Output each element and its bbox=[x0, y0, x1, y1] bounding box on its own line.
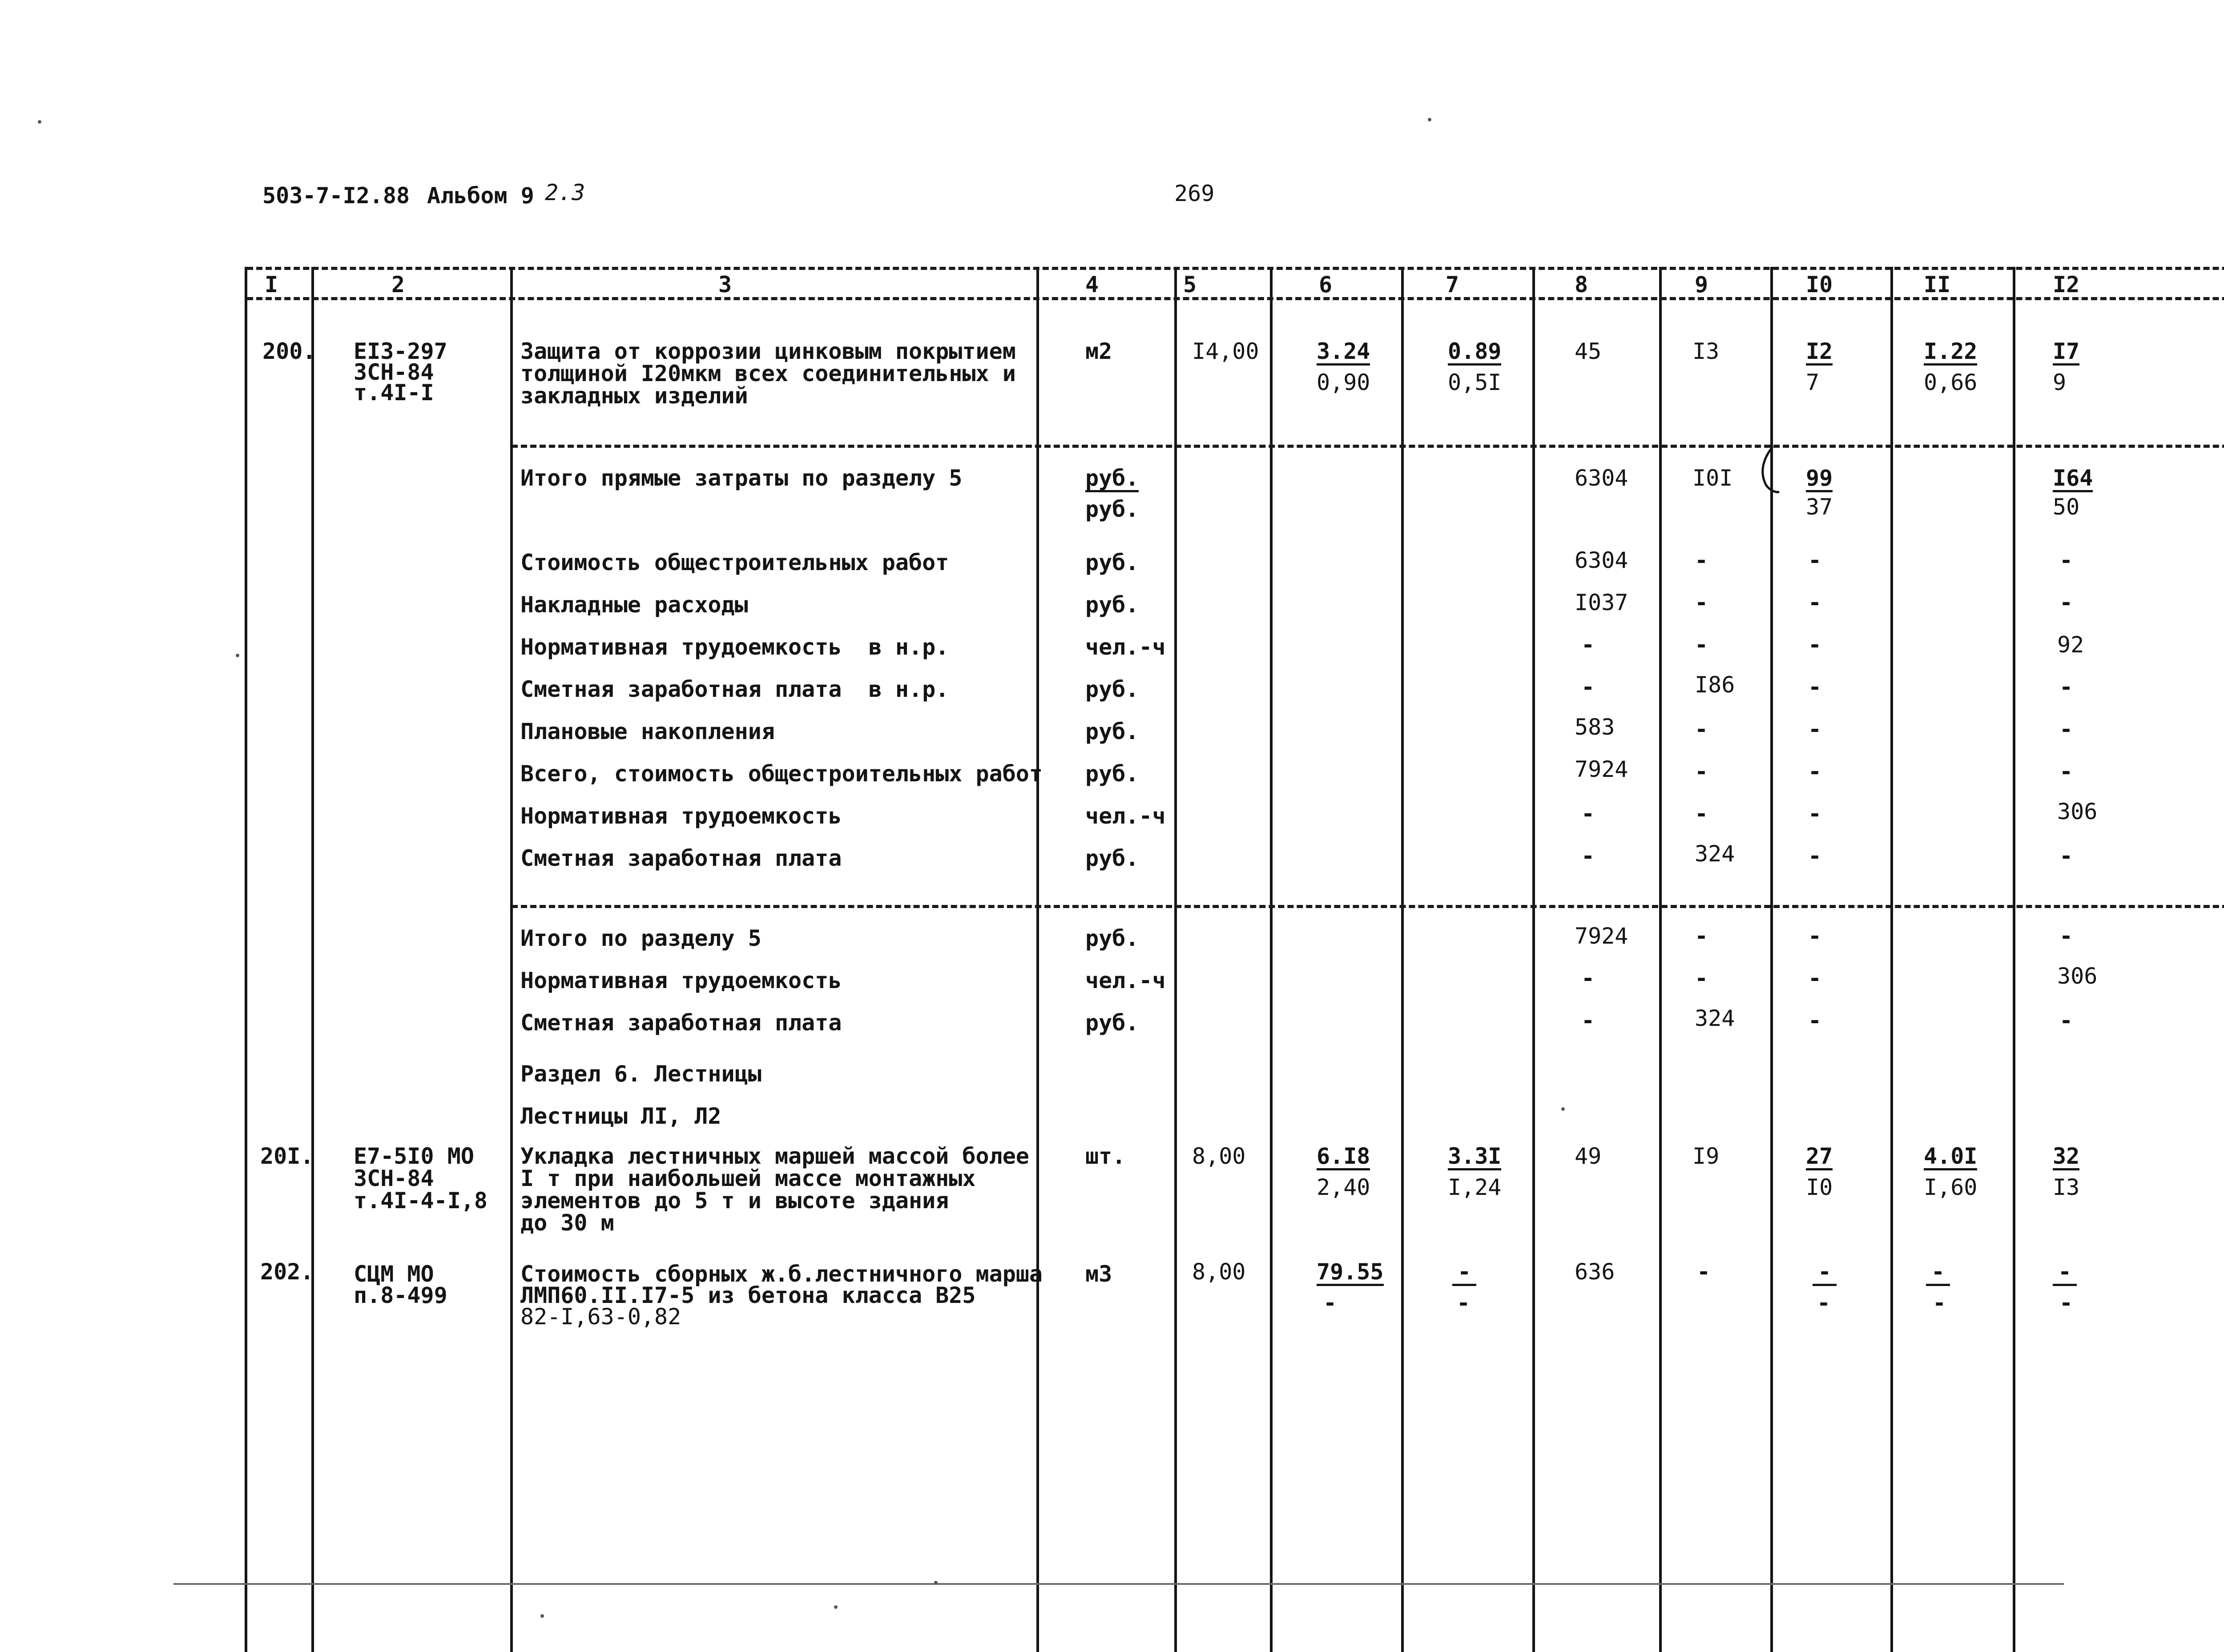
grid-line bbox=[1659, 267, 1662, 1652]
col-header-7: 7 bbox=[1446, 272, 1459, 297]
summary-item-c10: - bbox=[1808, 843, 1822, 869]
section-title: Раздел 6. Лестницы bbox=[520, 1061, 761, 1087]
row-c10-bottom: I0 bbox=[1806, 1174, 1833, 1200]
summary-item-c12: - bbox=[2059, 843, 2073, 869]
page-number: 269 bbox=[1174, 181, 1215, 206]
col-header-1: I bbox=[265, 272, 278, 297]
grid-line bbox=[311, 267, 314, 1652]
row-c12-bottom: 9 bbox=[2053, 370, 2067, 395]
section-subtitle: Лестницы ЛI, Л2 bbox=[520, 1103, 721, 1129]
summary-item-c9: I86 bbox=[1695, 672, 1735, 698]
row-c10-top: - bbox=[1813, 1261, 1837, 1286]
row-c12-top: I7 bbox=[2053, 340, 2079, 366]
page-baseline bbox=[173, 1583, 2064, 1585]
row-c12-top: - bbox=[2053, 1261, 2077, 1286]
summary-item-label: Сметная заработная плата bbox=[520, 845, 842, 871]
summary-item-c12: 92 bbox=[2057, 632, 2084, 658]
row-c7-bottom: I,24 bbox=[1448, 1174, 1502, 1200]
summary-item-c12: - bbox=[2059, 590, 2073, 615]
row-description-line: I т при наибольшей массе монтажных bbox=[520, 1166, 976, 1191]
total-label: Нормативная трудоемкость bbox=[520, 968, 842, 993]
summary-item-label: Нормативная трудоемкость в н.р. bbox=[520, 634, 949, 660]
row-description-line: Стоимость сборных ж.б.лестничного марша bbox=[520, 1261, 1043, 1287]
total-c10: - bbox=[1808, 923, 1822, 949]
scan-speck bbox=[834, 1605, 838, 1609]
total-label: Итого по разделу 5 bbox=[520, 925, 761, 951]
summary-item-c9: - bbox=[1695, 590, 1708, 615]
summary-item-c10: - bbox=[1808, 590, 1822, 615]
row-c11-top: I.22 bbox=[1924, 340, 1977, 366]
summary-item-label: Нормативная трудоемкость bbox=[520, 803, 842, 829]
row-c10-top: 27 bbox=[1806, 1145, 1833, 1170]
summary-unit: руб. bbox=[1085, 496, 1139, 522]
summary-item-unit: руб. bbox=[1085, 550, 1139, 575]
col-header-2: 2 bbox=[391, 272, 405, 297]
summary-c12-bottom: 50 bbox=[2053, 494, 2080, 520]
row-description-line: толщиной I20мкм всех соединительных и bbox=[520, 361, 1016, 386]
summary-item-c12: - bbox=[2059, 716, 2073, 742]
summary-item-unit: руб. bbox=[1085, 719, 1139, 744]
summary-item-c8: - bbox=[1581, 674, 1595, 700]
summary-item-c10: - bbox=[1808, 632, 1822, 658]
summary-item-label: Накладные расходы bbox=[520, 592, 748, 618]
summary-item-label: Плановые накопления bbox=[520, 719, 775, 744]
summary-unit: руб. bbox=[1085, 467, 1139, 492]
total-c8: 7924 bbox=[1575, 923, 1628, 949]
summary-item-c9: - bbox=[1695, 801, 1708, 827]
summary-label: Итого прямые затраты по разделу 5 bbox=[520, 465, 963, 491]
grid-line bbox=[1174, 267, 1177, 1652]
row-number: 202. bbox=[260, 1259, 314, 1285]
section-separator bbox=[512, 905, 2224, 908]
scan-speck bbox=[236, 654, 239, 657]
row-number: 200. bbox=[262, 338, 316, 364]
scan-speck bbox=[38, 120, 41, 124]
bracket-mark bbox=[1755, 445, 1781, 498]
summary-item-c9: - bbox=[1695, 759, 1708, 784]
summary-item-label: Стоимость общестроительных работ bbox=[520, 550, 949, 575]
total-c9: - bbox=[1695, 965, 1708, 991]
scan-speck bbox=[1428, 118, 1431, 121]
row-quantity: 8,00 bbox=[1192, 1143, 1246, 1169]
summary-item-label: Сметная заработная плата в н.р. bbox=[520, 676, 949, 702]
summary-item-c12: - bbox=[2059, 674, 2073, 700]
section-separator bbox=[512, 445, 2224, 448]
total-c9: - bbox=[1695, 923, 1708, 949]
col-header-11: II bbox=[1924, 272, 1951, 297]
row-c9: I9 bbox=[1692, 1143, 1720, 1169]
total-c12: - bbox=[2059, 1008, 2073, 1033]
grid-line bbox=[245, 267, 247, 1652]
row-description-line: закладных изделий bbox=[520, 383, 748, 409]
total-c8: - bbox=[1581, 1008, 1595, 1033]
row-c7-top: 3.3I bbox=[1448, 1145, 1501, 1170]
summary-item-c12: 306 bbox=[2057, 799, 2098, 824]
total-c10: - bbox=[1808, 1008, 1822, 1033]
row-code-line: ЗСН-84 bbox=[354, 1166, 434, 1191]
summary-item-unit: чел.-ч bbox=[1085, 634, 1166, 660]
row-c8: 45 bbox=[1575, 338, 1602, 364]
summary-c9: I0I bbox=[1692, 465, 1733, 491]
row-c11-bottom: I,60 bbox=[1924, 1174, 1978, 1200]
total-c12: 306 bbox=[2057, 963, 2098, 989]
row-description-line: Укладка лестничных маршей массой более bbox=[520, 1143, 1029, 1169]
row-c11-top: 4.0I bbox=[1924, 1145, 1977, 1170]
row-c6-top: 3.24 bbox=[1317, 340, 1370, 366]
row-code-line: т.4I-I bbox=[354, 380, 434, 406]
summary-item-c12: - bbox=[2059, 759, 2073, 784]
summary-item-c8: 6304 bbox=[1575, 547, 1628, 573]
summary-item-unit: руб. bbox=[1085, 592, 1139, 618]
grid-line bbox=[1532, 267, 1535, 1652]
col-header-3: 3 bbox=[718, 272, 732, 297]
grid-line bbox=[1036, 267, 1039, 1652]
row-c12-top: 32 bbox=[2053, 1145, 2079, 1170]
summary-item-c10: - bbox=[1808, 547, 1822, 573]
row-quantity: 8,00 bbox=[1192, 1259, 1246, 1285]
total-c8: - bbox=[1581, 965, 1595, 991]
total-label: Сметная заработная плата bbox=[520, 1010, 842, 1036]
row-c6-bottom: - bbox=[1323, 1290, 1337, 1316]
row-c8: 49 bbox=[1575, 1143, 1602, 1169]
total-c10: - bbox=[1808, 965, 1822, 991]
summary-c10-bottom: 37 bbox=[1806, 494, 1833, 520]
row-c11-bottom: - bbox=[1933, 1290, 1946, 1316]
total-unit: руб. bbox=[1085, 1010, 1139, 1036]
row-c8: 636 bbox=[1575, 1259, 1615, 1285]
row-description-line: ЛМП60.II.I7-5 из бетона класса В25 bbox=[520, 1282, 976, 1308]
row-c12-bottom: - bbox=[2059, 1290, 2073, 1316]
row-code-line: п.8-499 bbox=[354, 1282, 447, 1308]
row-unit: м3 bbox=[1085, 1261, 1112, 1287]
row-c6-bottom: 0,90 bbox=[1317, 370, 1370, 395]
row-c11-top: - bbox=[1926, 1261, 1950, 1286]
summary-item-unit: чел.-ч bbox=[1085, 803, 1166, 829]
row-c7-bottom: 0,5I bbox=[1448, 370, 1502, 395]
row-c6-top: 79.55 bbox=[1317, 1261, 1384, 1286]
summary-item-c8: - bbox=[1581, 801, 1595, 827]
row-c6-bottom: 2,40 bbox=[1317, 1174, 1370, 1200]
grid-line bbox=[1401, 267, 1404, 1652]
album-label: Альбом 9 bbox=[427, 183, 534, 209]
row-code-line: СЦМ MO bbox=[354, 1261, 434, 1287]
summary-item-c10: - bbox=[1808, 801, 1822, 827]
total-unit: руб. bbox=[1085, 925, 1139, 951]
row-c7-bottom: - bbox=[1457, 1290, 1471, 1316]
row-unit: шт. bbox=[1085, 1143, 1126, 1169]
row-description-line: элементов до 5 т и высоте здания bbox=[520, 1188, 949, 1214]
col-header-4: 4 bbox=[1085, 272, 1099, 297]
col-header-10: I0 bbox=[1806, 272, 1833, 297]
row-code-line: EI3-297 bbox=[354, 338, 447, 364]
row-code-line: т.4I-4-I,8 bbox=[354, 1188, 488, 1214]
summary-item-c10: - bbox=[1808, 759, 1822, 784]
scan-speck bbox=[540, 1614, 544, 1618]
summary-item-c10: - bbox=[1808, 716, 1822, 742]
row-c9: - bbox=[1697, 1259, 1711, 1285]
row-description-line: Защита от коррозии цинковым покрытием bbox=[520, 338, 1016, 364]
row-description-line: 82-I,63-0,82 bbox=[520, 1304, 681, 1330]
summary-item-unit: руб. bbox=[1085, 845, 1139, 871]
summary-item-c12: - bbox=[2059, 547, 2073, 573]
col-header-9: 9 bbox=[1695, 272, 1708, 297]
row-c10-bottom: 7 bbox=[1806, 370, 1820, 395]
row-c7-top: 0.89 bbox=[1448, 340, 1501, 366]
summary-c10-top: 99 bbox=[1806, 467, 1833, 492]
row-c12-bottom: I3 bbox=[2053, 1174, 2080, 1200]
col-header-5: 5 bbox=[1183, 272, 1197, 297]
grid-line bbox=[1890, 267, 1893, 1652]
row-c11-bottom: 0,66 bbox=[1924, 370, 1978, 395]
summary-item-c10: - bbox=[1808, 674, 1822, 700]
row-code-line: ЗСН-84 bbox=[354, 359, 434, 385]
summary-item-c8: - bbox=[1581, 843, 1595, 869]
summary-item-unit: руб. bbox=[1085, 761, 1139, 787]
row-c10-top: I2 bbox=[1806, 340, 1833, 366]
scan-speck bbox=[934, 1581, 938, 1584]
summary-c12-top: I64 bbox=[2053, 467, 2093, 492]
summary-item-c9: - bbox=[1695, 632, 1708, 658]
row-code-line: E7-5I0 MO bbox=[354, 1143, 474, 1169]
summary-item-c9: - bbox=[1695, 547, 1708, 573]
header-top-line bbox=[247, 267, 2224, 270]
total-c9: 324 bbox=[1695, 1005, 1735, 1031]
summary-item-c9: 324 bbox=[1695, 841, 1735, 867]
grid-line bbox=[2013, 267, 2015, 1652]
summary-c8: 6304 bbox=[1575, 465, 1628, 491]
row-c9: I3 bbox=[1692, 338, 1720, 364]
summary-item-c8: 583 bbox=[1575, 714, 1615, 740]
scan-speck bbox=[1561, 1107, 1565, 1111]
document-code: 503-7-I2.88 bbox=[262, 183, 410, 209]
summary-item-c8: - bbox=[1581, 632, 1595, 658]
row-unit: м2 bbox=[1085, 338, 1112, 364]
album-note: 2.3 bbox=[545, 180, 585, 205]
row-c10-bottom: - bbox=[1817, 1290, 1831, 1316]
row-quantity: I4,00 bbox=[1192, 338, 1259, 364]
row-description-line: до 30 м bbox=[520, 1210, 614, 1236]
col-header-12: I2 bbox=[2053, 272, 2080, 297]
summary-item-c9: - bbox=[1695, 716, 1708, 742]
summary-item-unit: руб. bbox=[1085, 676, 1139, 702]
header-bottom-line bbox=[247, 297, 2224, 300]
col-header-8: 8 bbox=[1575, 272, 1588, 297]
summary-item-c8: I037 bbox=[1575, 590, 1628, 615]
summary-item-c8: 7924 bbox=[1575, 756, 1628, 782]
total-c12: - bbox=[2059, 923, 2073, 949]
col-header-6: 6 bbox=[1319, 272, 1333, 297]
row-c6-top: 6.I8 bbox=[1317, 1145, 1370, 1170]
grid-line bbox=[510, 267, 513, 1652]
row-c7-top: - bbox=[1452, 1261, 1476, 1286]
summary-item-label: Всего, стоимость общестроительных работ bbox=[520, 761, 1043, 787]
row-number: 20I. bbox=[260, 1143, 314, 1169]
grid-line bbox=[1270, 267, 1273, 1652]
total-unit: чел.-ч bbox=[1085, 968, 1166, 993]
